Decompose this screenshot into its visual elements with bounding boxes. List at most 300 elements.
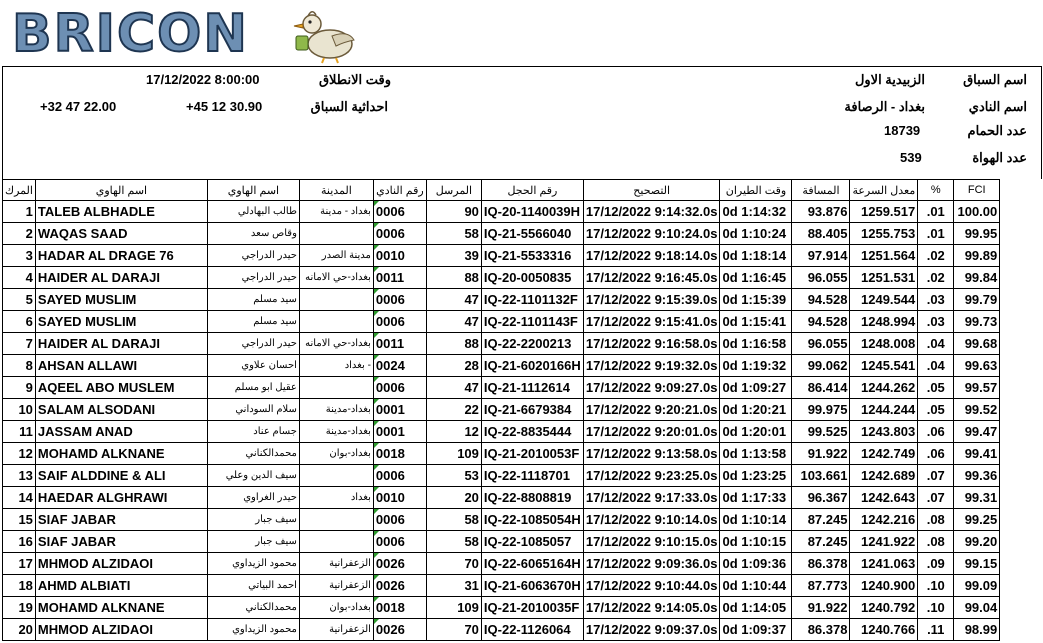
fancier-name-ar: احسان علاوي bbox=[207, 355, 299, 377]
distance-cell: 94.528 bbox=[792, 289, 850, 311]
percent-cell: .05 bbox=[918, 377, 954, 399]
fancier-name-ar: سيف الدين وعلي bbox=[207, 465, 299, 487]
table-row bbox=[3, 201, 1000, 223]
sent-count-cell: 88 bbox=[426, 333, 481, 355]
ring-number-cell: IQ-22-1118701 bbox=[481, 465, 583, 487]
percent-cell: .06 bbox=[918, 443, 954, 465]
distance-cell: 87.245 bbox=[792, 531, 850, 553]
rank-cell: 18 bbox=[3, 575, 36, 597]
distance-cell: 96.367 bbox=[792, 487, 850, 509]
fancier-name-en: SAIF ALDDINE & ALI bbox=[35, 465, 207, 487]
speed-cell: 1242.749 bbox=[850, 443, 918, 465]
arrival-time-cell: 17/12/2022 9:19:32.0s bbox=[583, 355, 720, 377]
club-number-cell: 0006 bbox=[373, 531, 426, 553]
speed-cell: 1248.008 bbox=[850, 333, 918, 355]
flight-time-cell: 0d 1:16:58 bbox=[720, 333, 792, 355]
sent-count-cell: 39 bbox=[426, 245, 481, 267]
pigeon-count-value: 18739 bbox=[884, 123, 921, 138]
distance-cell: 97.914 bbox=[792, 245, 850, 267]
percent-cell: .09 bbox=[918, 553, 954, 575]
distance-cell: 93.876 bbox=[792, 201, 850, 223]
club-number-cell: 0018 bbox=[373, 597, 426, 619]
fancier-name-ar: عقيل ابو مسلم bbox=[207, 377, 299, 399]
column-header: المدينة bbox=[299, 180, 373, 201]
fancier-name-ar: سيد مسلم bbox=[207, 289, 299, 311]
sent-count-cell: 109 bbox=[426, 443, 481, 465]
distance-cell: 99.062 bbox=[792, 355, 850, 377]
arrival-time-cell: 17/12/2022 9:14:32.0s bbox=[583, 201, 720, 223]
column-header: معدل السرعة bbox=[850, 180, 918, 201]
percent-cell: .08 bbox=[918, 531, 954, 553]
club-number-cell: 0001 bbox=[373, 399, 426, 421]
ring-number-cell: IQ-22-8808819 bbox=[481, 487, 583, 509]
distance-cell: 91.922 bbox=[792, 443, 850, 465]
city-cell bbox=[299, 223, 373, 245]
table-row bbox=[3, 245, 1000, 267]
speed-cell: 1240.900 bbox=[850, 575, 918, 597]
ring-number-cell: IQ-22-1126064 bbox=[481, 619, 583, 641]
club-number-cell: 0006 bbox=[373, 289, 426, 311]
fancier-name-en: WAQAS SAAD bbox=[35, 223, 207, 245]
table-row bbox=[3, 377, 1000, 399]
fancier-name-ar: سيد مسلم bbox=[207, 311, 299, 333]
arrival-time-cell: 17/12/2022 9:17:33.0s bbox=[583, 487, 720, 509]
fancier-name-en: AQEEL ABO MUSLEM bbox=[35, 377, 207, 399]
city-cell bbox=[299, 465, 373, 487]
arrival-time-cell: 17/12/2022 9:16:45.0s bbox=[583, 267, 720, 289]
sent-count-cell: 58 bbox=[426, 223, 481, 245]
sent-count-cell: 28 bbox=[426, 355, 481, 377]
fancier-name-ar: حيدر الدراجي bbox=[207, 333, 299, 355]
table-header-row bbox=[3, 180, 1000, 201]
city-cell bbox=[299, 531, 373, 553]
percent-cell: .02 bbox=[918, 267, 954, 289]
fci-cell: 98.99 bbox=[954, 619, 1000, 641]
flight-time-cell: 0d 1:10:44 bbox=[720, 575, 792, 597]
fci-cell: 99.31 bbox=[954, 487, 1000, 509]
club-number-cell: 0018 bbox=[373, 443, 426, 465]
fci-cell: 99.47 bbox=[954, 421, 1000, 443]
rank-cell: 2 bbox=[3, 223, 36, 245]
fancier-name-en: MOHAMD ALKNANE bbox=[35, 597, 207, 619]
flight-time-cell: 0d 1:09:37 bbox=[720, 619, 792, 641]
flight-time-cell: 0d 1:18:14 bbox=[720, 245, 792, 267]
ring-number-cell: IQ-21-1112614 bbox=[481, 377, 583, 399]
distance-cell: 86.378 bbox=[792, 619, 850, 641]
fancier-name-en: SALAM ALSODANI bbox=[35, 399, 207, 421]
ring-number-cell: IQ-22-2200213 bbox=[481, 333, 583, 355]
arrival-time-cell: 17/12/2022 9:09:36.0s bbox=[583, 553, 720, 575]
fancier-name-ar: وقاص سعد bbox=[207, 223, 299, 245]
coordinate-longitude: +32 47 22.00 bbox=[40, 99, 117, 114]
fancier-name-en: HAEDAR ALGHRAWI bbox=[35, 487, 207, 509]
column-header: رقم النادي bbox=[373, 180, 426, 201]
table-row bbox=[3, 355, 1000, 377]
rank-cell: 5 bbox=[3, 289, 36, 311]
fancier-name-ar: سيف جبار bbox=[207, 509, 299, 531]
percent-cell: .04 bbox=[918, 333, 954, 355]
flight-time-cell: 0d 1:17:33 bbox=[720, 487, 792, 509]
arrival-time-cell: 17/12/2022 9:10:24.0s bbox=[583, 223, 720, 245]
flight-time-cell: 0d 1:13:58 bbox=[720, 443, 792, 465]
fancier-name-en: SIAF JABAR bbox=[35, 531, 207, 553]
sent-count-cell: 58 bbox=[426, 531, 481, 553]
club-name-value: بغداد - الرصافة bbox=[844, 99, 925, 114]
city-cell: مدينة الصدر bbox=[299, 245, 373, 267]
speed-cell: 1242.689 bbox=[850, 465, 918, 487]
ring-number-cell: IQ-21-5533316 bbox=[481, 245, 583, 267]
table-row bbox=[3, 487, 1000, 509]
column-header: FCI bbox=[954, 180, 1000, 201]
percent-cell: .02 bbox=[918, 245, 954, 267]
distance-cell: 96.055 bbox=[792, 267, 850, 289]
table-row bbox=[3, 223, 1000, 245]
fancier-name-en: SAYED MUSLIM bbox=[35, 289, 207, 311]
sent-count-cell: 31 bbox=[426, 575, 481, 597]
club-name-label: اسم النادي bbox=[968, 99, 1027, 114]
ring-number-cell: IQ-22-1085054H bbox=[481, 509, 583, 531]
ring-number-cell: IQ-21-2010053F bbox=[481, 443, 583, 465]
flight-time-cell: 0d 1:19:32 bbox=[720, 355, 792, 377]
speed-cell: 1245.541 bbox=[850, 355, 918, 377]
sent-count-cell: 90 bbox=[426, 201, 481, 223]
arrival-time-cell: 17/12/2022 9:16:58.0s bbox=[583, 333, 720, 355]
rank-cell: 8 bbox=[3, 355, 36, 377]
fci-cell: 99.15 bbox=[954, 553, 1000, 575]
release-time-label: وقت الانطلاق bbox=[318, 72, 391, 87]
rank-cell: 14 bbox=[3, 487, 36, 509]
city-cell: بغداد-حي الامانه bbox=[299, 267, 373, 289]
race-name-value: الزبيدية الاول bbox=[854, 72, 925, 87]
sent-count-cell: 53 bbox=[426, 465, 481, 487]
table-row bbox=[3, 465, 1000, 487]
percent-cell: .10 bbox=[918, 597, 954, 619]
percent-cell: .05 bbox=[918, 399, 954, 421]
rank-cell: 10 bbox=[3, 399, 36, 421]
fancier-name-ar: طالب البهادلي bbox=[207, 201, 299, 223]
sent-count-cell: 58 bbox=[426, 509, 481, 531]
fancier-name-en: TALEB ALBHADLE bbox=[35, 201, 207, 223]
rank-cell: 7 bbox=[3, 333, 36, 355]
city-cell: بغداد-بوان bbox=[299, 597, 373, 619]
fci-cell: 99.89 bbox=[954, 245, 1000, 267]
arrival-time-cell: 17/12/2022 9:09:37.0s bbox=[583, 619, 720, 641]
fci-cell: 99.63 bbox=[954, 355, 1000, 377]
column-header: المرك bbox=[3, 180, 36, 201]
sent-count-cell: 47 bbox=[426, 289, 481, 311]
table-row bbox=[3, 597, 1000, 619]
arrival-time-cell: 17/12/2022 9:10:15.0s bbox=[583, 531, 720, 553]
city-cell: الزعفرانية bbox=[299, 575, 373, 597]
ring-number-cell: IQ-22-8835444 bbox=[481, 421, 583, 443]
rank-cell: 4 bbox=[3, 267, 36, 289]
rank-cell: 15 bbox=[3, 509, 36, 531]
city-cell bbox=[299, 289, 373, 311]
club-number-cell: 0006 bbox=[373, 311, 426, 333]
table-row bbox=[3, 267, 1000, 289]
city-cell: بغداد-مدينة bbox=[299, 421, 373, 443]
rank-cell: 20 bbox=[3, 619, 36, 641]
flight-time-cell: 0d 1:20:21 bbox=[720, 399, 792, 421]
percent-cell: .06 bbox=[918, 421, 954, 443]
city-cell bbox=[299, 377, 373, 399]
rank-cell: 1 bbox=[3, 201, 36, 223]
fancier-name-en: SIAF JABAR bbox=[35, 509, 207, 531]
coordinate-latitude: +45 12 30.90 bbox=[186, 99, 263, 114]
ring-number-cell: IQ-20-0050835 bbox=[481, 267, 583, 289]
ring-number-cell: IQ-21-6063670H bbox=[481, 575, 583, 597]
fci-cell: 99.84 bbox=[954, 267, 1000, 289]
speed-cell: 1251.564 bbox=[850, 245, 918, 267]
sent-count-cell: 70 bbox=[426, 553, 481, 575]
arrival-time-cell: 17/12/2022 9:13:58.0s bbox=[583, 443, 720, 465]
column-header: التصحيح bbox=[583, 180, 720, 201]
flight-time-cell: 0d 1:14:32 bbox=[720, 201, 792, 223]
speed-cell: 1249.544 bbox=[850, 289, 918, 311]
speed-cell: 1243.803 bbox=[850, 421, 918, 443]
rank-cell: 12 bbox=[3, 443, 36, 465]
city-cell: بغداد - مدينة bbox=[299, 201, 373, 223]
fancier-name-ar: سلام السوداني bbox=[207, 399, 299, 421]
fancier-name-en: AHMD ALBIATI bbox=[35, 575, 207, 597]
percent-cell: .08 bbox=[918, 509, 954, 531]
rank-cell: 19 bbox=[3, 597, 36, 619]
fancier-name-ar: محمود الزيداوي bbox=[207, 619, 299, 641]
fancier-name-ar: حيدر الدراجي bbox=[207, 245, 299, 267]
arrival-time-cell: 17/12/2022 9:20:21.0s bbox=[583, 399, 720, 421]
club-number-cell: 0010 bbox=[373, 245, 426, 267]
ring-number-cell: IQ-22-1085057 bbox=[481, 531, 583, 553]
sent-count-cell: 22 bbox=[426, 399, 481, 421]
club-number-cell: 0026 bbox=[373, 575, 426, 597]
table-row bbox=[3, 399, 1000, 421]
flight-time-cell: 0d 1:09:36 bbox=[720, 553, 792, 575]
speed-cell: 1240.792 bbox=[850, 597, 918, 619]
ring-number-cell: IQ-21-2010035F bbox=[481, 597, 583, 619]
distance-cell: 99.975 bbox=[792, 399, 850, 421]
distance-cell: 91.922 bbox=[792, 597, 850, 619]
club-number-cell: 0006 bbox=[373, 509, 426, 531]
fci-cell: 99.57 bbox=[954, 377, 1000, 399]
fancier-name-en: AHSAN ALLAWI bbox=[35, 355, 207, 377]
fanciers-count-label: عدد الهواة bbox=[972, 150, 1027, 165]
fci-cell: 99.95 bbox=[954, 223, 1000, 245]
club-number-cell: 0024 bbox=[373, 355, 426, 377]
city-cell: بغداد-بوان bbox=[299, 443, 373, 465]
percent-cell: .04 bbox=[918, 355, 954, 377]
club-number-cell: 0010 bbox=[373, 487, 426, 509]
sent-count-cell: 47 bbox=[426, 311, 481, 333]
distance-cell: 94.528 bbox=[792, 311, 850, 333]
fancier-name-en: HAIDER AL DARAJI bbox=[35, 267, 207, 289]
arrival-time-cell: 17/12/2022 9:23:25.0s bbox=[583, 465, 720, 487]
flight-time-cell: 0d 1:20:01 bbox=[720, 421, 792, 443]
distance-cell: 87.245 bbox=[792, 509, 850, 531]
fancier-name-ar: محمود الزيداوي bbox=[207, 553, 299, 575]
rank-cell: 9 bbox=[3, 377, 36, 399]
release-time-value: 17/12/2022 8:00:00 bbox=[146, 72, 260, 87]
ring-number-cell: IQ-20-1140039H bbox=[481, 201, 583, 223]
flight-time-cell: 0d 1:09:27 bbox=[720, 377, 792, 399]
fancier-name-ar: سيف جبار bbox=[207, 531, 299, 553]
fci-cell: 99.68 bbox=[954, 333, 1000, 355]
ring-number-cell: IQ-21-6679384 bbox=[481, 399, 583, 421]
sent-count-cell: 109 bbox=[426, 597, 481, 619]
fci-cell: 99.79 bbox=[954, 289, 1000, 311]
club-number-cell: 0006 bbox=[373, 377, 426, 399]
flight-time-cell: 0d 1:15:39 bbox=[720, 289, 792, 311]
percent-cell: .03 bbox=[918, 311, 954, 333]
rank-cell: 13 bbox=[3, 465, 36, 487]
city-cell: بغداد bbox=[299, 487, 373, 509]
percent-cell: .01 bbox=[918, 223, 954, 245]
club-number-cell: 0026 bbox=[373, 553, 426, 575]
pigeon-count-label: عدد الحمام bbox=[967, 123, 1027, 138]
table-row bbox=[3, 575, 1000, 597]
rank-cell: 6 bbox=[3, 311, 36, 333]
arrival-time-cell: 17/12/2022 9:10:14.0s bbox=[583, 509, 720, 531]
percent-cell: .01 bbox=[918, 201, 954, 223]
arrival-time-cell: 17/12/2022 9:09:27.0s bbox=[583, 377, 720, 399]
speed-cell: 1242.216 bbox=[850, 509, 918, 531]
rank-cell: 17 bbox=[3, 553, 36, 575]
fancier-name-en: HADAR AL DRAGE 76 bbox=[35, 245, 207, 267]
column-header: المسافة bbox=[792, 180, 850, 201]
fci-cell: 99.25 bbox=[954, 509, 1000, 531]
fancier-name-en: MOHAMD ALKNANE bbox=[35, 443, 207, 465]
sent-count-cell: 88 bbox=[426, 267, 481, 289]
speed-cell: 1259.517 bbox=[850, 201, 918, 223]
city-cell: بغداد-حي الامانه bbox=[299, 333, 373, 355]
column-header: رقم الحجل bbox=[481, 180, 583, 201]
coordinates-label: احداثية السباق bbox=[310, 99, 388, 114]
flight-time-cell: 0d 1:15:41 bbox=[720, 311, 792, 333]
ring-number-cell: IQ-22-1101132F bbox=[481, 289, 583, 311]
sent-count-cell: 47 bbox=[426, 377, 481, 399]
sent-count-cell: 70 bbox=[426, 619, 481, 641]
club-number-cell: 0011 bbox=[373, 333, 426, 355]
arrival-time-cell: 17/12/2022 9:15:41.0s bbox=[583, 311, 720, 333]
speed-cell: 1251.531 bbox=[850, 267, 918, 289]
fci-cell: 99.20 bbox=[954, 531, 1000, 553]
flight-time-cell: 0d 1:10:24 bbox=[720, 223, 792, 245]
speed-cell: 1244.262 bbox=[850, 377, 918, 399]
table-row bbox=[3, 333, 1000, 355]
club-number-cell: 0026 bbox=[373, 619, 426, 641]
city-cell: بغداد-مدينة bbox=[299, 399, 373, 421]
fancier-name-ar: محمدالكناني bbox=[207, 443, 299, 465]
fancier-name-en: JASSAM ANAD bbox=[35, 421, 207, 443]
ring-number-cell: IQ-21-6020166H bbox=[481, 355, 583, 377]
column-header: اسم الهاوي bbox=[35, 180, 207, 201]
table-row bbox=[3, 443, 1000, 465]
table-row bbox=[3, 619, 1000, 641]
club-number-cell: 0006 bbox=[373, 465, 426, 487]
club-number-cell: 0001 bbox=[373, 421, 426, 443]
speed-cell: 1248.994 bbox=[850, 311, 918, 333]
ring-number-cell: IQ-21-5566040 bbox=[481, 223, 583, 245]
distance-cell: 86.378 bbox=[792, 553, 850, 575]
arrival-time-cell: 17/12/2022 9:15:39.0s bbox=[583, 289, 720, 311]
city-cell: الزعفرانية bbox=[299, 553, 373, 575]
distance-cell: 103.661 bbox=[792, 465, 850, 487]
flight-time-cell: 0d 1:16:45 bbox=[720, 267, 792, 289]
speed-cell: 1242.643 bbox=[850, 487, 918, 509]
percent-cell: .07 bbox=[918, 487, 954, 509]
column-header: وقت الطيران bbox=[720, 180, 792, 201]
fancier-name-ar: جسام عناد bbox=[207, 421, 299, 443]
flight-time-cell: 0d 1:23:25 bbox=[720, 465, 792, 487]
distance-cell: 88.405 bbox=[792, 223, 850, 245]
table-row bbox=[3, 311, 1000, 333]
table-row bbox=[3, 289, 1000, 311]
race-name-label: اسم السباق bbox=[963, 72, 1027, 87]
bricon-logo bbox=[12, 4, 357, 64]
table-row bbox=[3, 531, 1000, 553]
percent-cell: .10 bbox=[918, 575, 954, 597]
distance-cell: 99.525 bbox=[792, 421, 850, 443]
ring-number-cell: IQ-22-6065164H bbox=[481, 553, 583, 575]
percent-cell: .07 bbox=[918, 465, 954, 487]
city-cell: - بغداد bbox=[299, 355, 373, 377]
percent-cell: .11 bbox=[918, 619, 954, 641]
speed-cell: 1255.753 bbox=[850, 223, 918, 245]
table-row bbox=[3, 421, 1000, 443]
column-header: المرسل bbox=[426, 180, 481, 201]
city-cell bbox=[299, 509, 373, 531]
rank-cell: 16 bbox=[3, 531, 36, 553]
fancier-name-en: HAIDER AL DARAJI bbox=[35, 333, 207, 355]
flight-time-cell: 0d 1:10:14 bbox=[720, 509, 792, 531]
fancier-name-ar: حيدر الغراوي bbox=[207, 487, 299, 509]
fci-cell: 99.41 bbox=[954, 443, 1000, 465]
rank-cell: 3 bbox=[3, 245, 36, 267]
table-row bbox=[3, 509, 1000, 531]
column-header: اسم الهاوي bbox=[207, 180, 299, 201]
fci-cell: 99.73 bbox=[954, 311, 1000, 333]
fancier-name-ar: محمدالكناني bbox=[207, 597, 299, 619]
fci-cell: 99.09 bbox=[954, 575, 1000, 597]
arrival-time-cell: 17/12/2022 9:20:01.0s bbox=[583, 421, 720, 443]
logo-text: BRICON bbox=[12, 4, 249, 64]
city-cell bbox=[299, 311, 373, 333]
speed-cell: 1241.063 bbox=[850, 553, 918, 575]
distance-cell: 86.414 bbox=[792, 377, 850, 399]
fanciers-count-value: 539 bbox=[900, 150, 922, 165]
sent-count-cell: 20 bbox=[426, 487, 481, 509]
speed-cell: 1240.766 bbox=[850, 619, 918, 641]
club-number-cell: 0006 bbox=[373, 201, 426, 223]
fancier-name-ar: حيدر الدراجي bbox=[207, 267, 299, 289]
fancier-name-en: SAYED MUSLIM bbox=[35, 311, 207, 333]
column-header: % bbox=[918, 180, 954, 201]
ring-number-cell: IQ-22-1101143F bbox=[481, 311, 583, 333]
sent-count-cell: 12 bbox=[426, 421, 481, 443]
fancier-name-en: MHMOD ALZIDAOI bbox=[35, 553, 207, 575]
flight-time-cell: 0d 1:14:05 bbox=[720, 597, 792, 619]
pigeon-mascot-icon bbox=[282, 6, 362, 64]
flight-time-cell: 0d 1:10:15 bbox=[720, 531, 792, 553]
arrival-time-cell: 17/12/2022 9:14:05.0s bbox=[583, 597, 720, 619]
percent-cell: .03 bbox=[918, 289, 954, 311]
fci-cell: 100.00 bbox=[954, 201, 1000, 223]
fci-cell: 99.36 bbox=[954, 465, 1000, 487]
rank-cell: 11 bbox=[3, 421, 36, 443]
club-number-cell: 0006 bbox=[373, 223, 426, 245]
table-row bbox=[3, 553, 1000, 575]
fancier-name-ar: احمد البياتي bbox=[207, 575, 299, 597]
fci-cell: 99.52 bbox=[954, 399, 1000, 421]
